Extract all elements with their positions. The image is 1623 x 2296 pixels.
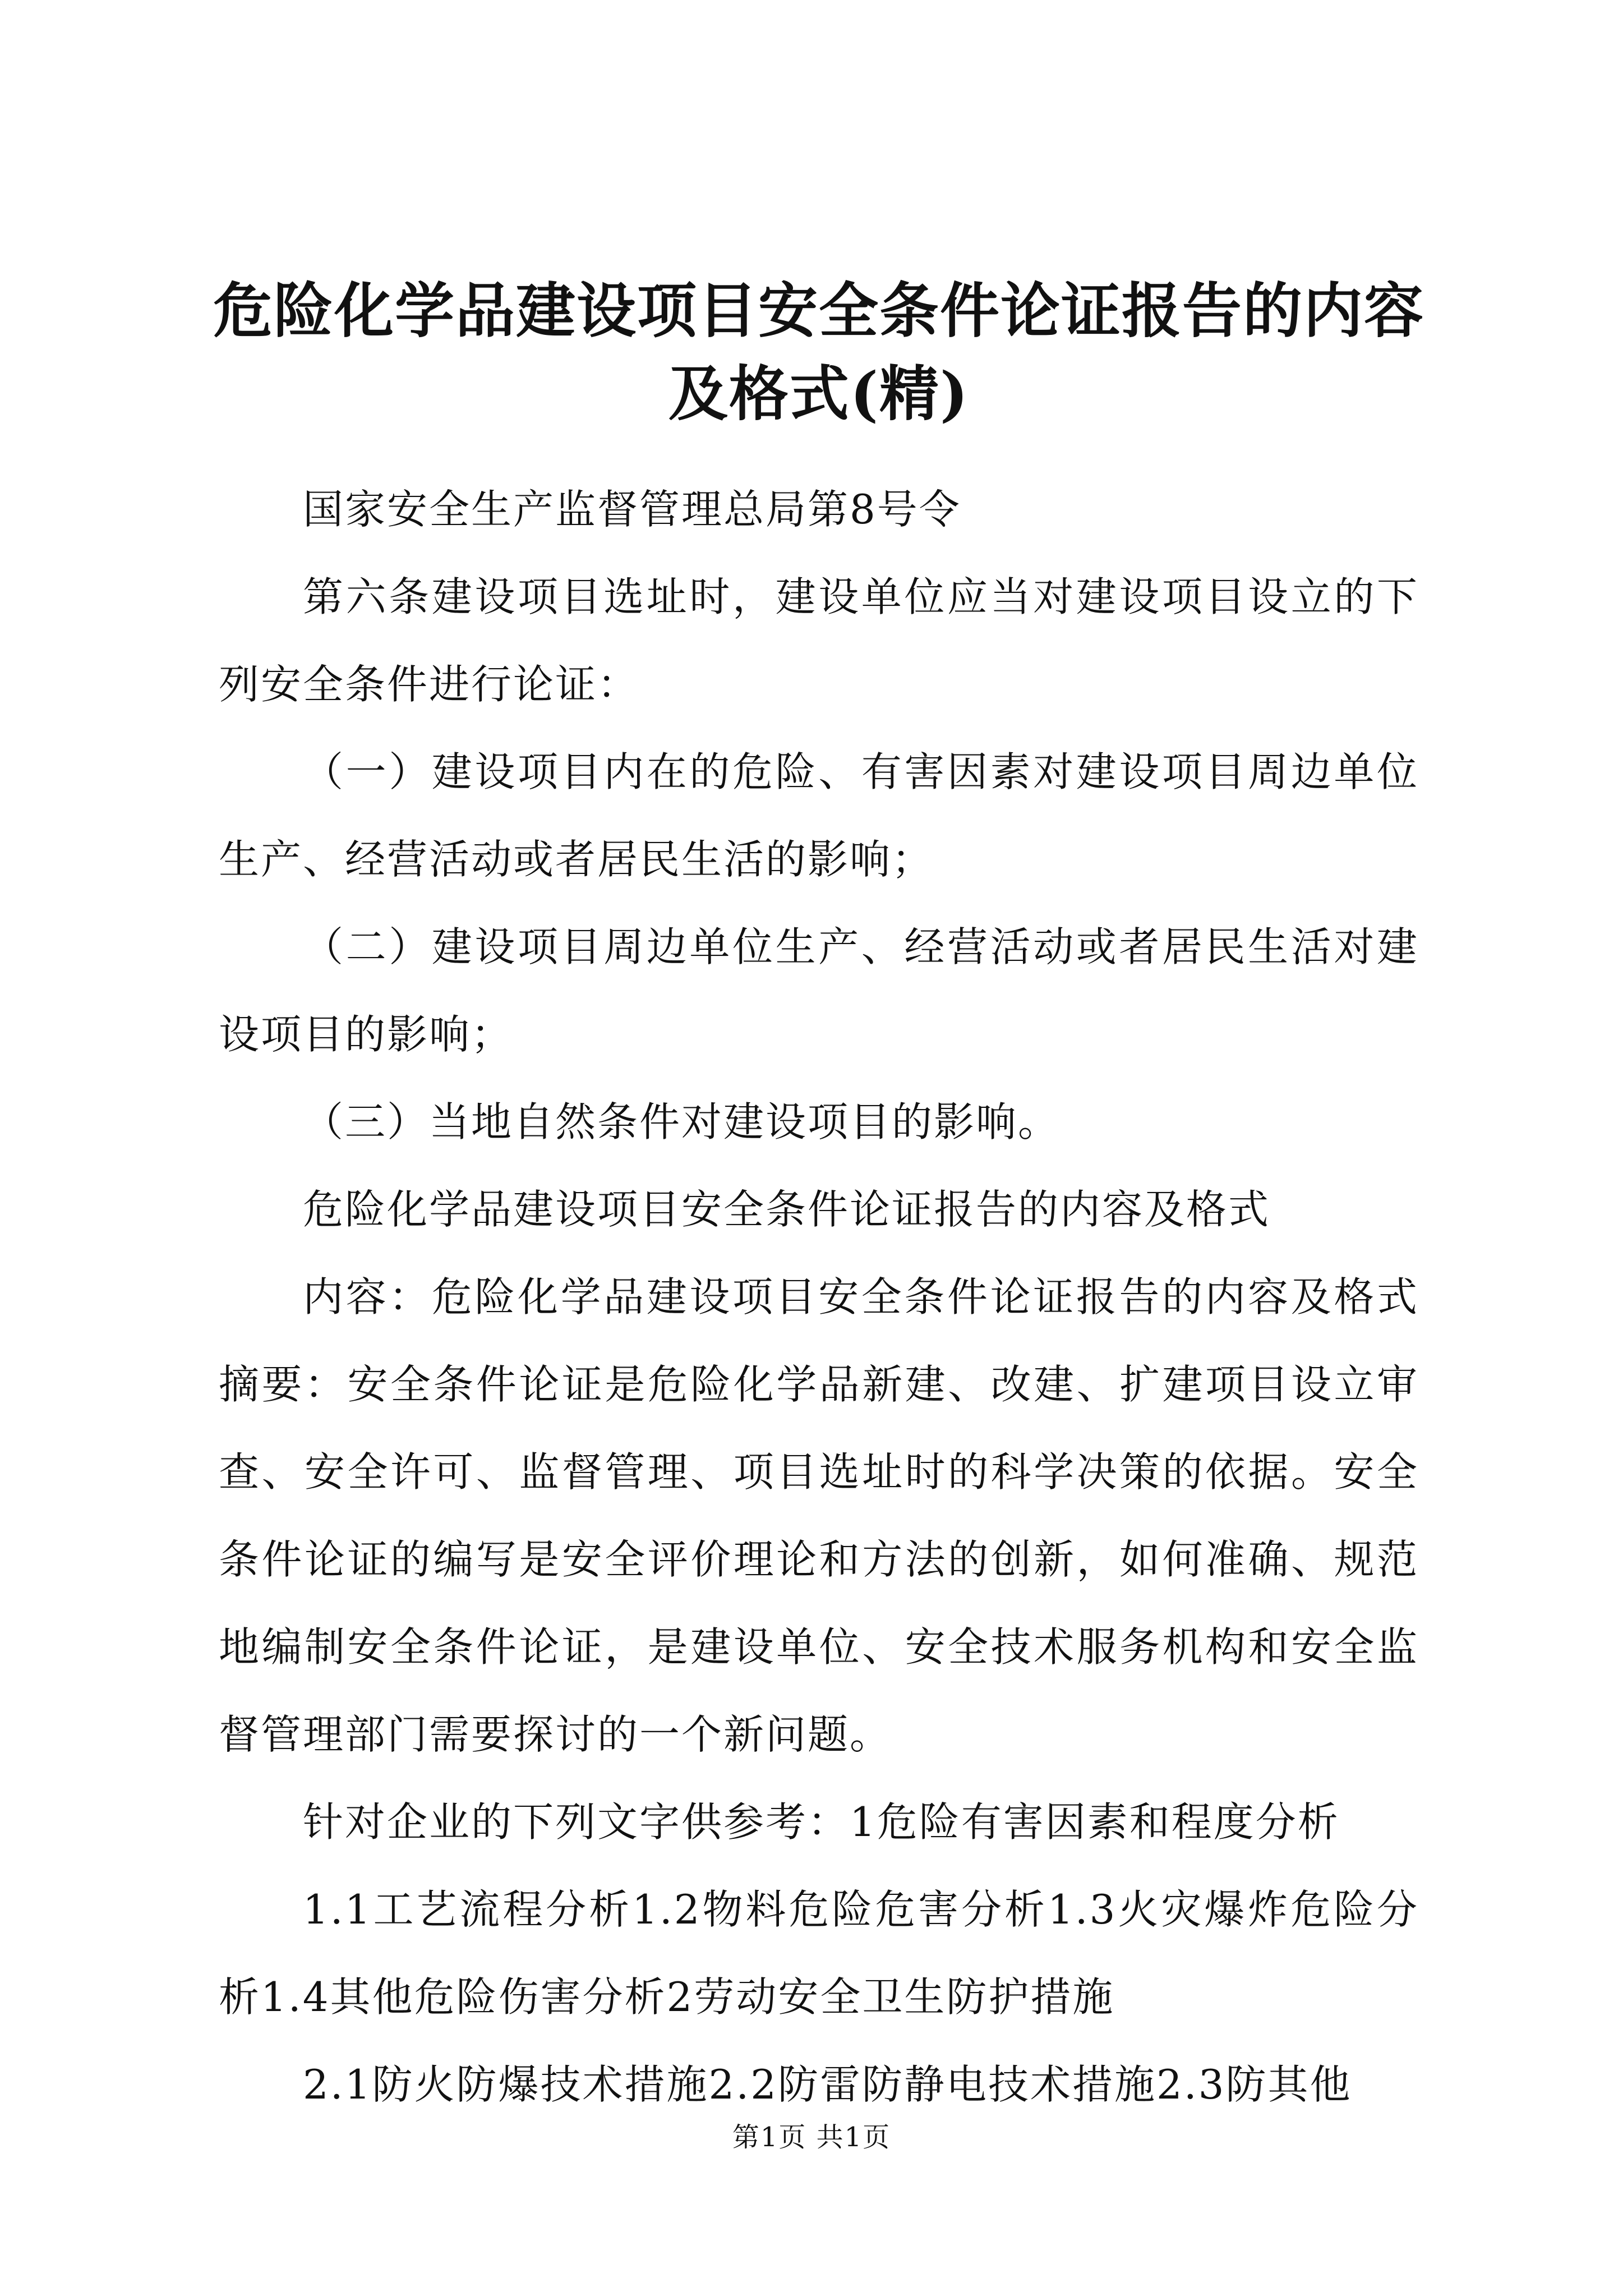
paragraph-abstract: 内容：危险化学品建设项目安全条件论证报告的内容及格式摘要：安全条件论证是危险化学品新建、改建、扩建项目设立审查、安全许可、监督管理、项目选址时的科学决策的依据。安全条件论证的编写是安全评价理论和方法的创新，如何准确、规范地编制安全条件论证，是建设单位、安全技术服务机构和安全监督管理部门需要探讨的一个新问题。: [219, 1273, 1419, 1758]
document-title: 危险化学品建设项目安全条件论证报告的内容及格式(精): [213, 275, 1424, 429]
paragraph-outline-one: 1.1工艺流程分析1.2物料危险危害分析1.3火灾爆炸危险分析1.4其他危险伤害分析2劳动安全卫生防护措施: [219, 1886, 1419, 2021]
paragraph-subtitle: 危险化学品建设项目安全条件论证报告的内容及格式: [303, 1186, 1271, 1233]
document-body: [219, 466, 1419, 2128]
paragraph-outline-two: 2.1防火防爆技术措施2.2防雷防静电技术措施2.3防其他: [303, 2061, 1352, 2108]
paragraph-decree: 国家安全生产监督管理总局第8号令: [303, 486, 961, 533]
paragraph-item-three: （三）当地自然条件对建设项目的影响。: [303, 1098, 1061, 1145]
paragraph-article-six: 第六条建设项目选址时，建设单位应当对建设项目设立的下列安全条件进行论证：: [219, 573, 1419, 708]
paragraph-item-two: （二）建设项目周边单位生产、经营活动或者居民生活对建设项目的影响；: [219, 923, 1419, 1058]
paragraph-reference: 针对企业的下列文字供参考：1危险有害因素和程度分析: [303, 1798, 1340, 1846]
paragraph-item-one: （一）建设项目内在的危险、有害因素对建设项目周边单位生产、经营活动或者居民生活的影响；: [219, 748, 1419, 883]
page-footer: 第1页 共1页: [732, 2122, 891, 2153]
